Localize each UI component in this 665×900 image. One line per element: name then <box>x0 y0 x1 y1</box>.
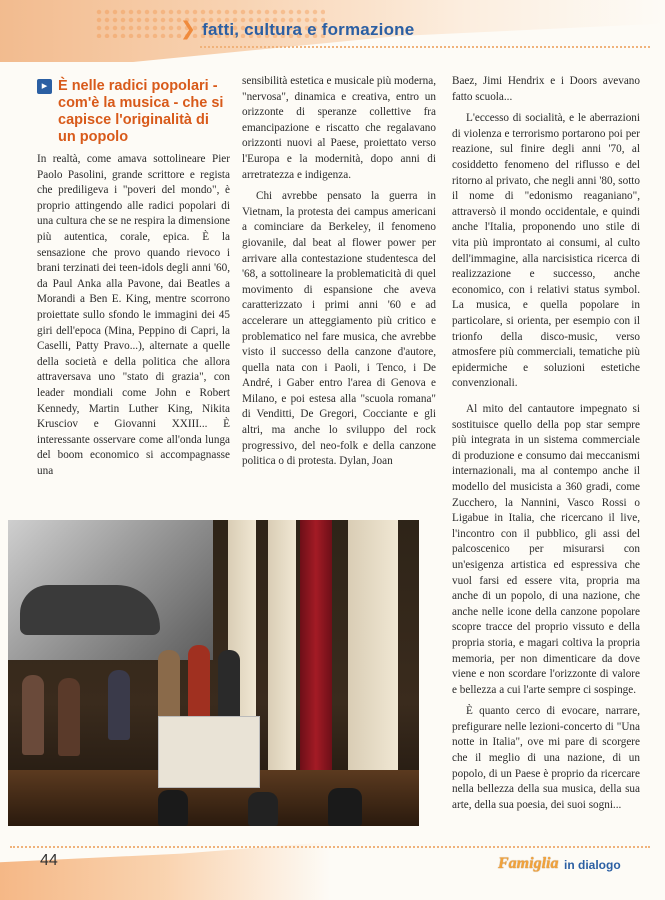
article-column-3 <box>452 74 640 398</box>
drummer <box>108 670 130 740</box>
article-column-2 <box>242 74 436 476</box>
paragraph: Baez, Jimi Hendrix e i Doors avevano fatto scuola... <box>452 75 640 103</box>
swoosh-icon: ❯ <box>180 19 197 40</box>
flag-banner <box>158 716 260 788</box>
article-column-1 <box>37 78 230 485</box>
page-number: 44 <box>40 852 58 869</box>
paragraph: sensibilità estetica e musicale più moderna, "nervosa", dinamica e creativa, entro un orizzonte di speranze collettive fra emancipazione e riscatto che regalavano orizzonti nuovi al Paese, proiettato verso l'Europa e la modernità, dopo anni di arretratezza e indigenza. <box>242 75 436 181</box>
performer <box>22 675 44 755</box>
audience-member <box>328 788 362 826</box>
column-pillar <box>348 520 398 780</box>
red-curtain <box>300 520 332 770</box>
magazine-logo-subtitle: in dialogo <box>564 858 621 872</box>
column-pillar <box>268 520 296 780</box>
section-header <box>180 18 414 41</box>
paragraph: Al mito del cantautore impegnato si sostituisce quello della pop star sempre più integrata in un sistema commerciale di produzione e consumo dai meccanismi internazionali, ma al contempo anche il modello del musicista a 360 gradi, come Zucchero, la Nannini, Vasco Rossi o Ligabue in Italia, che ricercano il live, l'incontro con il pubblico, gli assi del palcoscenico per misurarsi con un'esigenza artistica ed espressiva che vuol farsi ed essere vita, propria ma anche di un popolo, di una nazione, che anche nelle icone della canzone popolare scopre tracce del proprio vissuto e della propria storia, e magari coltiva la propria memoria, per non dimenticare da dove viene e non scordare l'orizzonte di valore e bellezza a cui l'arte sempre ci sospinge. <box>452 403 640 696</box>
header-divider <box>200 46 650 48</box>
headline-text: È nelle radici popolari - com'è la musica - che si capisce l'originalità di un popolo <box>58 78 224 145</box>
section-title: fatti, cultura e formazione <box>202 19 415 39</box>
magazine-logo: Famiglia <box>498 855 559 872</box>
paragraph: In realtà, come amava sottolineare Pier Paolo Pasolini, grande scrittore e regista che prediligeva i "poveri del mondo", è proprio attingendo alle radici popolari di una cultura che se ne respira la dimensione più autentica, corale, epica. È la sensazione che provo quando rievoco i brani terzinati dei teen-idols degli anni '60, da Paul Anka alla Pavone, dai Beatles a Morandi a Ben E. King, mentre scorrono proiettate sullo sfondo le immagini dei 45 giri dell'epoca (Mina, Peppino di Capri, la Caselli, Patty Pravo...), alternate a quelle della società e della politica che allora attraversava uno "stato di grazia", con leader mondiali come John e Robert Kennedy, Martin Luther King, Nikita Krusciov e Giovanni XXIII... È interessante osservare come all'onda lunga del boom economico si accompagnasse una <box>37 153 230 477</box>
performer <box>58 678 80 756</box>
concert-photo <box>8 520 419 826</box>
projected-car-image <box>20 585 160 635</box>
arrow-icon: ▸ <box>37 79 52 94</box>
footer-divider <box>10 846 650 848</box>
footer-band <box>0 842 330 900</box>
audience-member <box>248 792 278 826</box>
paragraph: L'eccesso di socialità, e le aberrazioni di violenza e terrorismo portarono poi per reazione, sul finire degli anni '70, al cosiddetto fenomeno del riflusso e del ritorno al privato, che negli anni '80, sotto il nome di "edonismo reaganiano", attraversò il mondo occidentale, e quindi anche l'Italia, proponendo uno stile di vita più improntato ai consumi, al culto dell'immagine, alla narcisistica ricerca di realizzazione e successo, anche economico, con i relativi status symbol. La musica, e quella popolare in particolare, si orienta, per esempio con il trionfo della disco-music, verso atmosfere più commerciali, tematiche più epidermiche e soluzioni estetiche convenzionali. <box>452 112 640 390</box>
paragraph: Chi avrebbe pensato la guerra in Vietnam, la protesta dei campus americani a cominciare da Berkeley, il fenomeno giovanile, dal beat al flower power per arrivare alla contestazione studentesca del '68, a sottolineare la problematicità di quel movimento di espansione che aveva caratterizzato i primi anni '60 e ad accelerare un atteggiamento più critico e problematico nel fare musica, che avrebbe visto il successo della canzone d'autore, quella nata con i Paoli, i Tenco, i De André, i Gaber entro l'area di Genova e Milano, e poi estesa alla "scuola romana" di Venditti, De Gregori, Cocciante e gli altri, ma anche lo sviluppo del rock progressivo, del neo-folk e della canzone politica o di protesta. Dylan, Joan <box>242 190 436 468</box>
article-column-3-continued <box>452 402 640 819</box>
article-headline <box>37 78 230 146</box>
paragraph: È quanto cerco di evocare, narrare, prefigurare nelle lezioni-concerto di "Una notte in Italia", ove mi pare di scorgere che il meglio di una nazione, di un popolo, di un Paese è proprio da ricercare nella bellezza della sua musica, della sua arte, della sua poesia, dei suoi sogni... <box>452 705 640 811</box>
audience-member <box>158 790 188 826</box>
